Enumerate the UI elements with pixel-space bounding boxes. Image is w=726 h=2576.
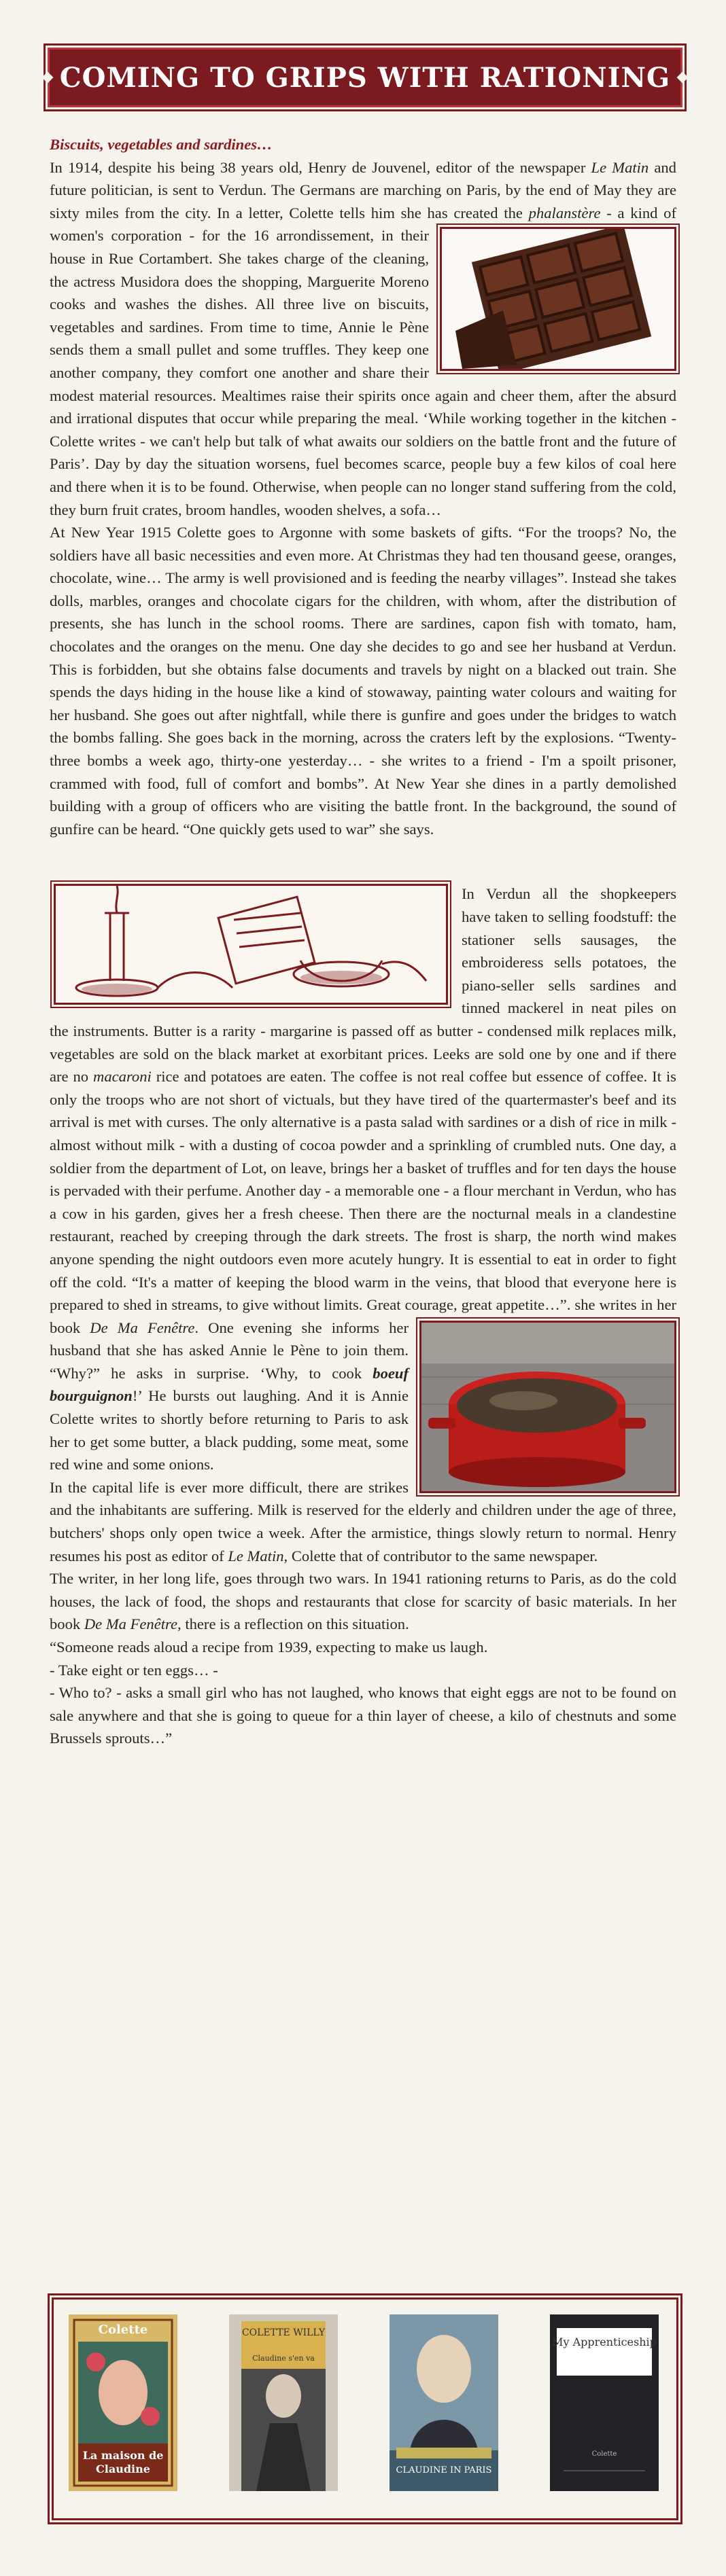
book-title: CLAUDINE IN PARIS bbox=[396, 2465, 492, 2475]
book-title: La maison de Claudine bbox=[82, 2449, 164, 2475]
book-cover-my-apprenticeship bbox=[550, 2314, 659, 2491]
book-title: Colette bbox=[98, 2323, 148, 2337]
italic-run: boeuf bourguignon bbox=[50, 1364, 409, 1405]
chocolate-photo bbox=[440, 227, 676, 371]
book-author: Colette bbox=[591, 2450, 617, 2458]
text-run: In the capital life is ever more difficult, there are strikes and the inhabitants are suffering. Milk is reserved for the elderly and children under the age of three, butchers' shops only open twice a week. After the armistice, things slowly return to normal. Henry resumes his post as editor of bbox=[50, 1478, 676, 1564]
book-subtitle: Claudine s'en va bbox=[252, 2354, 315, 2363]
italic-run: Le Matin bbox=[591, 158, 649, 176]
paragraph-3 bbox=[50, 882, 676, 1475]
page-title: COMING TO GRIPS WITH RATIONING bbox=[59, 61, 671, 94]
still-life-illustration bbox=[54, 884, 448, 1005]
text-run: !’ He bursts out laughing. And it is Annie Colette writes to shortly before returning to Paris to ask her to get some butter, a black pudding, some meat, some red wine and some onions. bbox=[50, 1387, 409, 1473]
quote-line-2: - Take eight or ten eggs… - bbox=[50, 1661, 218, 1679]
book-cover-claudine-sen-va bbox=[229, 2314, 338, 2491]
book-cover-claudine-in-paris bbox=[390, 2314, 498, 2491]
italic-run: phalanstère bbox=[528, 204, 601, 221]
italic-run: Le Matin bbox=[228, 1547, 284, 1564]
cooking-pot-photo bbox=[419, 1321, 676, 1493]
quote-line-1: “Someone reads aloud a recipe from 1939, expecting to make us laugh. bbox=[50, 1639, 488, 1656]
text-run: , there is a reflection on this situation. bbox=[177, 1615, 409, 1633]
text-run: and future politician, is sent to Verdun. The Germans are marching on Paris, by the end of May they are sixty miles from the city. In a letter, Colette tells him she has created the bbox=[50, 158, 676, 221]
title-banner bbox=[48, 48, 682, 107]
text-run: . One evening she informs her husband that she has asked Annie le Pène to join them. “Why?” he asks in surprise. ‘Why, to cook bbox=[50, 1319, 409, 1382]
text-run: The writer, in her long life, goes through two wars. In 1941 rationing returns to Paris, as do the cold houses, the lack of food, the shops and restaurants that close for scarcity of basic materials. In her book bbox=[50, 1570, 676, 1633]
book-title: My Apprenticeship bbox=[552, 2336, 657, 2348]
quote-line-3: - Who to? - asks a small girl who has not laughed, who knows that eight eggs are not to be found on sale anywhere and that she is going to queue for a thin layer of cheese, a kilo of chestnuts and some Brussels sprouts…” bbox=[50, 1684, 676, 1747]
paragraph-1 bbox=[50, 156, 676, 522]
section-lead: Biscuits, vegetables and sardines… bbox=[50, 136, 273, 153]
text-run: - a kind of women's corporation - for the 16 arrondissement, in their house in Rue Cortambert. She takes charge of the cleaning, the actress Musidora does the shopping, Marguerite Moreno cooks and washes the dishes. All three live on biscuits, vegetables and sardines. From time to time, Annie le Pène sends them a small pullet and some truffles. They keep one another company, they comfort one another and share their modest material resources. Mealtimes raise their spirits once again and cheer them, after the absurd and irrational disputes that occur while preparing the meal. ‘While working together in the kitchen - Colette writes - we can't help but talk of what awaits our soldiers on the battle front and the future of Paris’. Day by day the situation worsens, fuel becomes scarce, people buy a few kilos of coal here and there when it is to be found. Otherwise, when people can no longer stand suffering from the cold, they burn fruit crates, broom handles, wooden shelves, a sofa… bbox=[50, 204, 676, 518]
paragraph-5 bbox=[50, 1567, 676, 1636]
italic-run: macaroni bbox=[93, 1068, 152, 1086]
italic-run: De Ma Fenêtre bbox=[84, 1615, 178, 1633]
book-covers-panel bbox=[52, 2297, 678, 2520]
text-run: rice and potatoes are eaten. The coffee is not real coffee but essence of coffee. It is only the troops who are not short of victuals, but they have tired of the quartermaster's beef and its arrival is met with curses. The only alternative is a pasta salad with sardines or a dish of rice in milk - almost without milk - with a dusting of cocoa powder and a sprinkling of crumbled nuts. One day, a soldier from the department of Lot, on leave, brings her a basket of truffles and for ten days the house is pervaded with their perfume. Another day - a memorable one - a flour merchant in Verdun, who has a cow in his garden, gives her a fresh cheese. Then there are the nocturnal meals in a clandestine restaurant, reached by creeping through the dark streets. The frost is sharp, the north wind makes anyone spending the night outdoors even more acutely hungry. It is essential to eat in order to fight off the cold. “It's a matter of keeping the blood warm in the veins, that blood that everyone here is prepared to shed in streams, to give without limits. Great courage, great appetite…”. she writes in her book bbox=[50, 1068, 676, 1336]
article-body bbox=[50, 133, 676, 1750]
italic-run: De Ma Fenêtre bbox=[90, 1319, 195, 1336]
book-cover-la-maison-de-claudine bbox=[69, 2314, 177, 2491]
text-run: , Colette that of contributor to the same newspaper. bbox=[283, 1547, 598, 1564]
text-run: In 1914, despite his being 38 years old, Henry de Jouvenel, editor of the newspaper bbox=[50, 158, 591, 176]
text-run: In Verdun all the shopkeepers have taken to selling foodstuff: the stationer sells sausages, the embroideress sells potatoes, the piano-seller sells sardines and tinned mackerel in neat piles on the instruments. Butter is a rarity - margarine is passed off as butter - condensed milk replaces milk, vegetables are sold on the black market at exorbitant prices. Leeks are sold one by one and if there are no bbox=[50, 885, 676, 1086]
paragraph-2: At New Year 1915 Colette goes to Argonne with some baskets of gifts. “For the troops? No, the soldiers have all basic necessities and even more. At Christmas they had ten thousand geese, oranges, chocolate, wine… The army is well provisioned and is feeding the nearby villages”. Instead she takes dolls, marbles, oranges and chocolate cigars for the children, with whom, after the distribution of presents, she has lunch in the school rooms. There are sardines, capon fish with tomato, ham, chocolates and the oranges on the menu. One day she decides to go and see her husband at Verdun. This is forbidden, but she obtains false documents and travels by night on a blacked out train. She spends the days hiding in the house like a kind of stowaway, painting water colours and waiting for her husband. She goes out after nightfall, while there is gunfire and goes under the bridges to watch the bombs falling. She goes back in the morning, across the craters left by the explosions. “Twenty-three bombs a week ago, thirty-one yesterday… - she writes to a friend - I'm a spoilt prisoner, crammed with food, full of comfort and bombs”. At New Year she dines in a partly demolished building with a group of officers who are visiting the battle front. In the background, the sound of gunfire can be heard. “One quickly gets used to war” she says. bbox=[50, 524, 676, 838]
book-title: COLETTE WILLY bbox=[241, 2327, 326, 2338]
